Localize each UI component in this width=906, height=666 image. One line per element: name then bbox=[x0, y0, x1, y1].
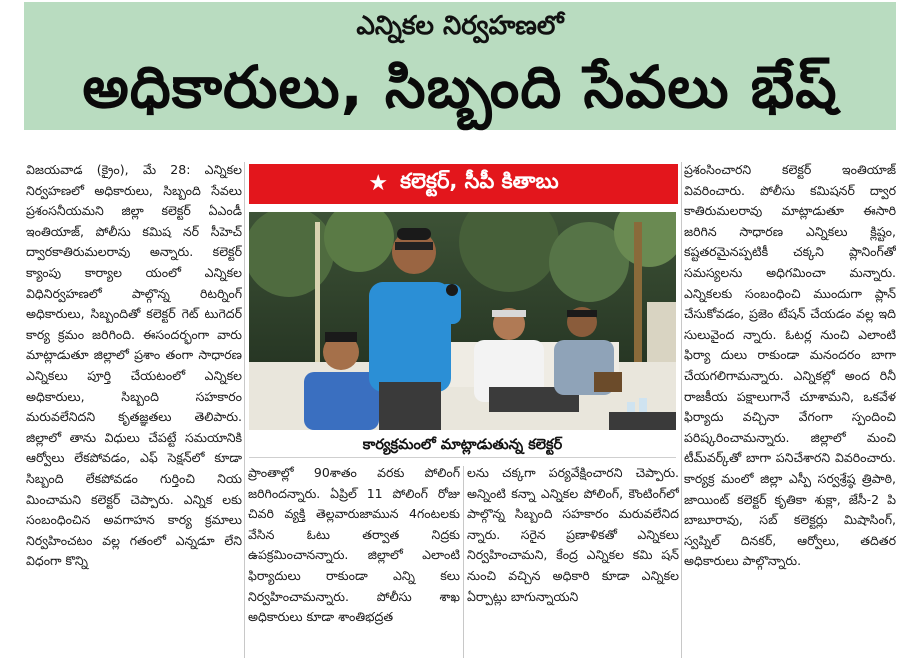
column-rule bbox=[463, 466, 464, 658]
article-column-3: లను చక్కగా పర్యవేక్షించారని చెప్పారు. అన్నింటి కన్నా ఎన్నికల పోలింగ్, కౌంటింగ్‌లో పాల్గొన్న సిబ్బంది సహకారం మరువలేనిద న్నారు. సరైన ప్రణాళికతో ఎన్నికలు నిర్వహించామని, కేంద్ర ఎన్నికల కమి షన్ నుంచి వచ్చిన అధికారి కూడా ఎన్నికల ఏర్పాట్లు బాగున్నాయని bbox=[467, 465, 679, 604]
headline-box bbox=[24, 2, 896, 130]
event-photo bbox=[249, 212, 676, 430]
column-rule bbox=[681, 162, 682, 658]
article-column-4: ప్రశంసించారని కలెక్టర్ ఇంతియాజ్ వివరించారు. పోలీసు కమిషనర్ ద్వార కాతిరుమలరావు మాట్లాడుతూ ఈసారి జరిగిన సాధారణ ఎన్నికలు క్లిష్టం, కష్టతరమైనప్పటికీ చక్కని ప్లానింగ్‌తో సమస్యలను అధిగమించా మన్నారు. ఎన్నికలకు సంబంధించి ముందుగా ప్లాన్ చేసుకోవడం, ప్రజెం టేషన్ చేయడం వల్ల ఇది సులువైంద న్నారు. ఓటర్ల నుంచి ఎలాంటి ఫిర్యా దులు రాకుండా మనందరం బాగా చేయగలిగామన్నారు. ఎన్నికల్లో అంద రినీ రాజకీయ పక్షాలుగానే చూశామని, ఒకవేళ ఫిర్యాదు వచ్చినా వేగంగా స్పందించి పరిష్కరించామన్నారు. జిల్లాలో మంచి టీమ్‌వర్క్‌తో బాగా పనిచేశారని వివరించారు. కార్యక్ర మంలో జిల్లా ఎస్పీ సర్వశ్రేష్ఠ త్రిపాఠి, జాయింట్ కలెక్టర్ కృతికా శుక్లా, జేసీ-2 పి బాబూరావు, సబ్ కలెక్టర్లు మిషాసింగ్, స్వప్నిల్ దినకర్, ఆర్వోలు, తదితర అధికారులు పాల్గొన్నారు. bbox=[684, 162, 896, 569]
article-column-2: ప్రాంతాల్లో 90శాతం వరకు పోలింగ్ జరిగిందన్నారు. ఏప్రిల్ 11 పోలింగ్ రోజు చివరి వ్యక్తి తెల్లవారుజామున 4గంటలకు వేసిన ఓటు తర్వాత నిద్రకు ఉపక్రమించానన్నారు. జిల్లాలో ఎలాంటి ఫిర్యాదులు రాకుండా ఎన్ని కలు నిర్వహించామన్నారు. పోలీసు శాఖ అధికారులు కూడా శాంతిభద్రత bbox=[248, 465, 460, 625]
headline-kicker: ఎన్నికల నిర్వహణలో bbox=[356, 11, 564, 41]
star-icon: ★ bbox=[368, 171, 389, 196]
subhead-bar bbox=[249, 164, 678, 204]
subhead-text: కలెక్టర్, సీపీ కితాబు bbox=[400, 169, 559, 193]
article-column-1: విజయవాడ (క్రైం), మే 28: ఎన్నికల నిర్వహణలో అధికారులు, సిబ్బంది సేవలు ప్రశంసనీయమని జిల్లా కలెక్టర్ ఏఎండీ ఇంతియాజ్, పోలీసు కమిష నర్ సీహెచ్ ద్వారకాతిరుమలరావు అన్నారు. కలెక్టర్ క్యాంపు కార్యాల యంలో ఎన్నికల విధినిర్వహణలో పాల్గొన్న రిటర్నింగ్ అధికారులు, సిబ్బందితో కలెక్టర్ గెట్ టుగెదర్ కార్య క్రమం జరిగింది. ఈసందర్భంగా వారు మాట్లాడుతూ జిల్లాలో ప్రశాం తంగా సాధారణ ఎన్నికలు పూర్తి చేయటంలో ఎన్నికల అధికారులు, సిబ్బంది సహకారం మరువలేనిదని కృతజ్ఞతలు తెలిపారు. జిల్లాలో తాను విధులు చేపట్టే సమయానికి ఆర్వోలు లేకపోవడం, ఎఫ్ సెక్షన్‌లో కూడా సిబ్బంది లేకపోవడం గుర్తించి నియ మించామని కలెక్టర్ చెప్పారు. ఎన్నిక లకు సంబంధించిన అవగాహన కార్య క్రమాలు నిర్వహించటం వల్ల గతంలో ఎన్నడూ లేని విధంగా కొన్ని bbox=[26, 162, 242, 569]
photo-caption: కార్యక్రమంలో మాట్లాడుతున్న కలెక్టర్ bbox=[249, 432, 676, 458]
column-rule bbox=[244, 162, 245, 658]
headline-main: అధికారులు, సిబ్బంది సేవలు భేష్ bbox=[82, 53, 838, 121]
event-photo-illustration bbox=[249, 212, 676, 430]
